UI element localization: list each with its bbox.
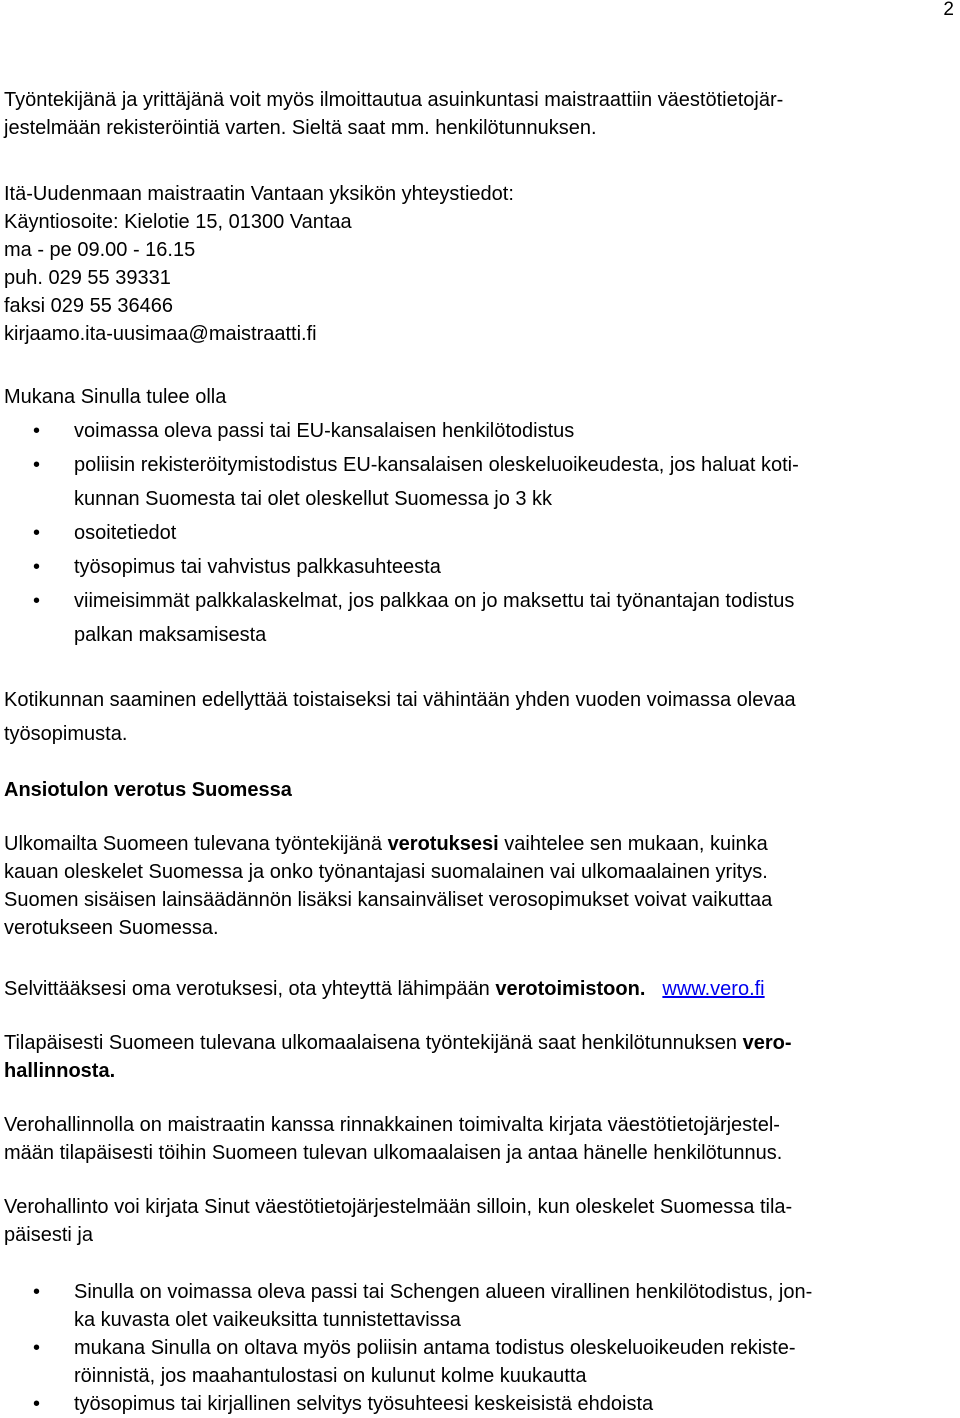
required-documents-list	[0, 417, 956, 649]
registration-paragraph	[4, 86, 954, 142]
page-number: 2	[943, 0, 954, 20]
tax-paragraph-3	[4, 1029, 954, 1085]
tax-paragraph-2	[4, 975, 954, 1003]
text-line: työsopimusta.	[4, 723, 128, 745]
text-line: Työntekijänä ja yrittäjänä voit myös ilmoittautua asuinkuntasi maistraattiin väestötietojär-	[4, 89, 784, 111]
text-line: verotukseen Suomessa.	[4, 917, 219, 939]
list-item-text: • osoitetiedot	[74, 522, 177, 544]
list-item-text: palkan maksamisesta	[74, 624, 267, 646]
tax-paragraph-1	[4, 830, 954, 942]
list-item	[0, 519, 956, 547]
text-line: jestelmään rekisteröintiä varten. Sieltä saat mm. henkilötunnuksen.	[4, 117, 597, 139]
tax-paragraph-4	[4, 1111, 954, 1167]
list-item	[0, 451, 956, 513]
list-item-text: • voimassa oleva passi tai EU-kansalaisen henkilötodistus	[74, 420, 575, 442]
bring-intro: Mukana Sinulla tulee olla	[4, 386, 227, 408]
list-item-text: • viimeisimmät palkkalaskelmat, jos palkkaa on jo maksettu tai työnantajan todistus	[74, 590, 795, 612]
list-item-text: • poliisin rekisteröitymistodistus EU-kansalaisen oleskeluoikeudesta, jos haluat koti-	[74, 454, 799, 476]
text-line: hallinnosta.	[4, 1060, 116, 1082]
contact-email: kirjaamo.ita-uusimaa@maistraatti.fi	[4, 323, 317, 345]
list-item-text: • työsopimus tai vahvistus palkkasuhteesta	[74, 556, 441, 578]
bold-term: verotoimistoon.	[495, 978, 646, 1000]
text-line: Suomen sisäisen lainsäädännön lisäksi kansainväliset verosopimukset voivat vaikuttaa	[4, 889, 773, 911]
list-item-text: röinnistä, jos maahantulostasi on kulunut kolme kuukautta	[74, 1365, 587, 1387]
contact-hours: ma - pe 09.00 - 16.15	[4, 239, 196, 261]
list-item	[0, 1334, 956, 1390]
text-line: Verohallinto voi kirjata Sinut väestötietojärjestelmään silloin, kun oleskelet Suomessa tila-	[4, 1196, 793, 1218]
tax-heading: Ansiotulon verotus Suomessa	[4, 779, 292, 801]
bold-term: vero-	[742, 1032, 792, 1054]
contact-phone: puh. 029 55 39331	[4, 267, 171, 289]
contact-block	[4, 180, 954, 348]
bold-term: verotuksesi	[387, 833, 499, 855]
list-item	[0, 1278, 956, 1334]
text-segment: Ulkomailta Suomeen tulevana työntekijänä	[4, 833, 388, 855]
contact-heading: Itä-Uudenmaan maistraatin Vantaan yksikön yhteystiedot:	[4, 183, 514, 205]
text-line: Kotikunnan saaminen edellyttää toistaiseksi tai vähintään yhden vuoden voimassa olevaa	[4, 689, 796, 711]
list-item	[0, 1390, 956, 1418]
contact-address: Käyntiosoite: Kielotie 15, 01300 Vantaa	[4, 211, 352, 233]
vero-link[interactable]: www.vero.fi	[662, 978, 765, 1000]
text-segment: Selvittääksesi oma verotuksesi, ota yhteyttä lähimpään	[4, 978, 496, 1000]
text-line: mään tilapäisesti töihin Suomeen tulevan ulkomaalaisen ja antaa hänelle henkilötunnus.	[4, 1142, 783, 1164]
list-item-text: • Sinulla on voimassa oleva passi tai Schengen alueen virallinen henkilötodistus, jon-	[74, 1281, 813, 1303]
list-item-text: ka kuvasta olet vaikeuksitta tunnistettavissa	[74, 1309, 461, 1331]
list-item-text: • työsopimus tai kirjallinen selvitys työsuhteesi keskeisistä ehdoista	[74, 1393, 654, 1415]
list-item	[0, 417, 956, 445]
text-line	[4, 1029, 954, 1057]
list-item	[0, 553, 956, 581]
contact-fax: faksi 029 55 36466	[4, 295, 174, 317]
list-item-text: • mukana Sinulla on oltava myös poliisin antama todistus oleskeluoikeuden rekiste-	[74, 1337, 796, 1359]
text-line: kauan oleskelet Suomessa ja onko työnantajasi suomalainen vai ulkomaalainen yritys.	[4, 861, 768, 883]
list-item-text: kunnan Suomesta tai olet oleskellut Suomessa jo 3 kk	[74, 488, 553, 510]
text-line	[4, 830, 954, 858]
list-item	[0, 587, 956, 649]
tax-paragraph-5	[4, 1193, 954, 1249]
text-line: Verohallinnolla on maistraatin kanssa rinnakkainen toimivalta kirjata väestötietojärjestel-	[4, 1114, 780, 1136]
text-segment: vaihtelee sen mukaan, kuinka	[498, 833, 768, 855]
text-segment: Tilapäisesti Suomeen tulevana ulkomaalaisena työntekijänä saat henkilötunnuksen	[4, 1032, 743, 1054]
text-line: päisesti ja	[4, 1224, 93, 1246]
tax-conditions-list	[0, 1278, 956, 1418]
text-line	[4, 975, 954, 1003]
municipality-paragraph	[4, 683, 954, 751]
